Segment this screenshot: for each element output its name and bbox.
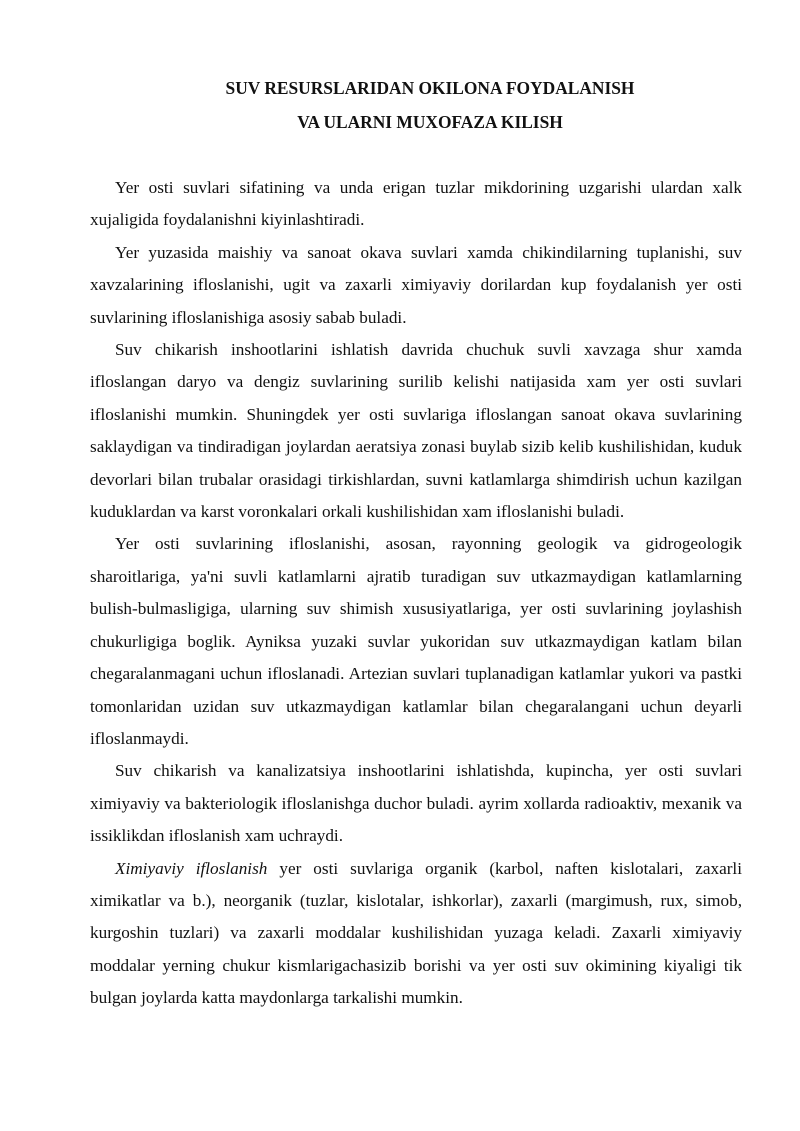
document-body: [90, 172, 742, 1015]
paragraph-3: Suv chikarish inshootlarini ishlatish davrida chuchuk suvli xavzaga shur xamda ifloslangan daryo va dengiz suvlarining surilib kelishi natijasida xam yer osti suvlari ifloslanishi mumkin. Shuningdek yer osti suvlariga ifloslangan sanoat okava suvlarining saklaydigan va tindiradigan joylardan aeratsiya zonasi buylab sizib kelib kushilishidan, kuduk devorlari bilan trubalar orasidagi tirkishlardan, suvni katlamlarga shimdirish uchun kazilgan kuduklardan va karst voronkalari orkali kushilishidan xam ifloslanishi buladi.: [90, 340, 742, 522]
paragraph-4: Yer osti suvlarining ifloslanishi, asosan, rayonning geologik va gidrogeologik sharoitlariga, ya'ni suvli katlamlarni ajratib turadigan suv utkazmaydigan katlamlarning bulish-bulmasligiga, ularning suv shimish xususiyatlariga, yer osti suvlarining joylashish chukurligiga boglik. Ayniksa yuzaki suvlar yukoridan suv utkazmaydigan katlam bilan chegaralanmagani uchun ifloslanadi. Artezian suvlari tuplanadigan katlamlar yukori va pastki tomonlaridan uzidan suv utkazmaydigan katlamlar bilan chegaralangani uchun deyarli ifloslanmaydi.: [90, 534, 742, 748]
paragraph-1: Yer osti suvlari sifatining va unda erigan tuzlar mikdorining uzgarishi ulardan xalk xujaligida foydalanishni kiyinlashtiradi.: [90, 178, 742, 230]
paragraph-6: [90, 853, 742, 1015]
paragraph-5: Suv chikarish va kanalizatsiya inshootlarini ishlatishda, kupincha, yer osti suvlari ximiyaviy va bakteriologik ifloslanishga duchor buladi. ayrim xollarda radioaktiv, mexanik va issiklikdan ifloslanish xam uchraydi.: [90, 761, 742, 846]
paragraph-6-text: yer osti suvlariga organik (karbol, naften kislotalari, zaxarli ximikatlar va b.), neorganik (tuzlar, kislotalar, ishkorlar), zaxarli (margimush, rux, simob, kurgoshin tuzlari) va zaxarli moddalar kushilishidan yuzaga keladi. Zaxarli ximiyaviy moddalar yerning chukur kismlarigachasizib borishi va yer osti suv okimining kiyaligi tik bulgan joylarda katta maydonlarga tarkalishi mumkin.: [90, 858, 742, 1008]
page-title-line1: SUV RESURSLARIDAN OKILONA FOYDALANISH: [225, 78, 635, 98]
page-title-line2: VA ULARNI MUXOFAZA KILISH: [297, 112, 563, 132]
paragraph-2: Yer yuzasida maishiy va sanoat okava suvlari xamda chikindilarning tuplanishi, suv xavzalarining ifloslanishi, ugit va zaxarli ximiyaviy dorilardan kup foydalanish yer osti suvlarining ifloslanishiga asosiy sabab buladi.: [90, 242, 742, 327]
paragraph-6-italic-lead: Ximiyaviy ifloslanish: [115, 858, 268, 878]
